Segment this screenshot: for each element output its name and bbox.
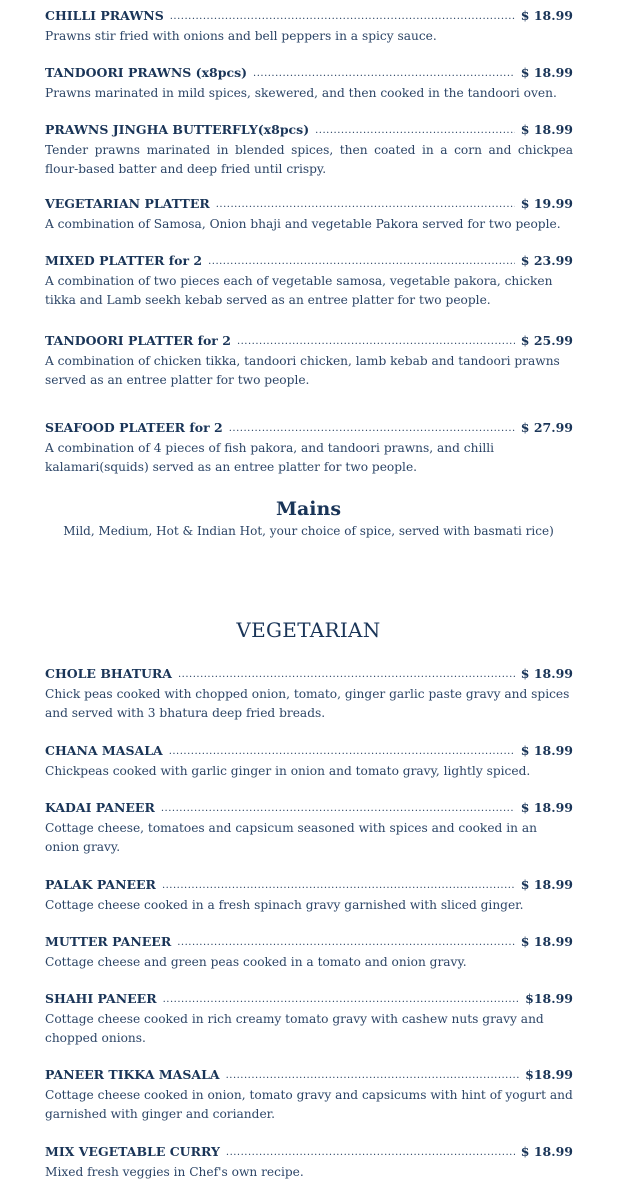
item-description: A combination of 4 pieces of fish pakora, and tandoori prawns, and chilli kalamari(squids) served as an entree platter for two people. [45, 441, 495, 474]
item-name: CHOLE BHATURA [45, 666, 172, 681]
menu-item-tandoori-platter [45, 333, 573, 390]
dot-leader [216, 198, 515, 212]
dot-leader [208, 255, 515, 269]
menu-item-chilli-prawns [45, 8, 573, 46]
dot-leader [163, 993, 520, 1007]
menu-item-chana-masala [45, 743, 573, 781]
mains-spice-note: Mild, Medium, Hot & Indian Hot, your choice of spice, served with basmati rice) [63, 524, 554, 538]
item-description: Cottage cheese cooked in onion, tomato gravy and capsicums with hint of yogurt and garnished with ginger and coriander. [45, 1088, 573, 1121]
item-name: KADAI PANEER [45, 800, 155, 815]
menu-item-tandoori-prawns [45, 65, 573, 103]
item-price: $ 25.99 [520, 333, 573, 348]
item-price: $ 18.99 [520, 877, 573, 892]
item-price: $ 18.99 [520, 65, 573, 80]
dot-leader [177, 936, 515, 950]
item-description: Cottage cheese, tomatoes and capsicum seasoned with spices and cooked in an onion gravy. [45, 821, 537, 854]
dot-leader [170, 10, 515, 24]
item-price: $ 19.99 [520, 196, 573, 211]
item-description: A combination of Samosa, Onion bhaji and vegetable Pakora served for two people. [45, 217, 561, 231]
menu-item-paneer-tikka-masala [45, 1067, 573, 1124]
item-name: VEGETARIAN PLATTER [45, 196, 210, 211]
dot-leader [226, 1069, 520, 1083]
item-price: $ 18.99 [520, 743, 573, 758]
item-name: SHAHI PANEER [45, 991, 157, 1006]
item-description: Mixed fresh veggies in Chef's own recipe. [45, 1165, 304, 1179]
item-name: PALAK PANEER [45, 877, 156, 892]
item-description: A combination of two pieces each of vegetable samosa, vegetable pakora, chicken tikka and Lamb seekh kebab served as an entree platter for two people. [45, 274, 553, 307]
menu-item-kadai-paneer [45, 800, 573, 857]
item-price: $ 18.99 [520, 1144, 573, 1159]
dot-leader [229, 422, 515, 436]
item-name: SEAFOOD PLATEER for 2 [45, 420, 223, 435]
item-price: $ 18.99 [520, 800, 573, 815]
menu-item-mix-vegetable-curry [45, 1144, 573, 1182]
dot-leader [253, 67, 515, 81]
item-description: Prawns marinated in mild spices, skewered, and then cooked in the tandoori oven. [45, 86, 557, 100]
item-price: $ 18.99 [520, 934, 573, 949]
item-price: $ 23.99 [520, 253, 573, 268]
item-price: $ 27.99 [520, 420, 573, 435]
menu-item-prawns-jingha-butterfly [45, 122, 573, 179]
item-description: Cottage cheese cooked in a fresh spinach gravy garnished with sliced ginger. [45, 898, 524, 912]
dot-leader [169, 745, 515, 759]
menu-item-chole-bhatura [45, 666, 573, 723]
item-name: PANEER TIKKA MASALA [45, 1067, 220, 1082]
menu-item-shahi-paneer [45, 991, 573, 1048]
item-name: CHILLI PRAWNS [45, 8, 164, 23]
item-description: Prawns stir fried with onions and bell peppers in a spicy sauce. [45, 29, 437, 43]
item-name: MIX VEGETABLE CURRY [45, 1144, 220, 1159]
item-description: Chick peas cooked with chopped onion, tomato, ginger garlic paste gravy and spices and served with 3 bhatura deep fried breads. [45, 687, 570, 720]
item-description: Chickpeas cooked with garlic ginger in onion and tomato gravy, lightly spiced. [45, 764, 531, 778]
dot-leader [315, 124, 515, 138]
item-price: $18.99 [525, 1067, 573, 1082]
item-description: A combination of chicken tikka, tandoori chicken, lamb kebab and tandoori prawns served as an entree platter for two people. [45, 354, 560, 387]
item-description: Cottage cheese cooked in rich creamy tomato gravy with cashew nuts gravy and chopped onions. [45, 1012, 544, 1045]
menu-item-seafood-platter [45, 420, 573, 477]
dot-leader [237, 335, 515, 349]
item-price: $ 18.99 [520, 122, 573, 137]
menu-item-mutter-paneer [45, 934, 573, 972]
item-price: $ 18.99 [520, 666, 573, 681]
item-name: TANDOORI PRAWNS (x8pcs) [45, 65, 248, 80]
dot-leader [226, 1146, 515, 1160]
item-description: Tender prawns marinated in blended spices, then coated in a corn and chickpea flour-based batter and deep fried until crispy. [45, 143, 573, 176]
item-name: PRAWNS JINGHA BUTTERFLY(x8pcs) [45, 122, 310, 137]
item-price: $18.99 [525, 991, 573, 1006]
dot-leader [161, 802, 515, 816]
item-name: MUTTER PANEER [45, 934, 172, 949]
menu-item-mixed-platter [45, 253, 573, 310]
vegetarian-heading: VEGETARIAN [236, 618, 381, 642]
item-price: $ 18.99 [520, 8, 573, 23]
dot-leader [162, 879, 515, 893]
item-name: CHANA MASALA [45, 743, 163, 758]
item-description: Cottage cheese and green peas cooked in a tomato and onion gravy. [45, 955, 467, 969]
dot-leader [178, 668, 515, 682]
mains-heading: Mains [275, 498, 342, 520]
item-name: TANDOORI PLATTER for 2 [45, 333, 231, 348]
menu-item-palak-paneer [45, 877, 573, 915]
menu-item-vegetarian-platter [45, 196, 573, 234]
item-name: MIXED PLATTER for 2 [45, 253, 203, 268]
